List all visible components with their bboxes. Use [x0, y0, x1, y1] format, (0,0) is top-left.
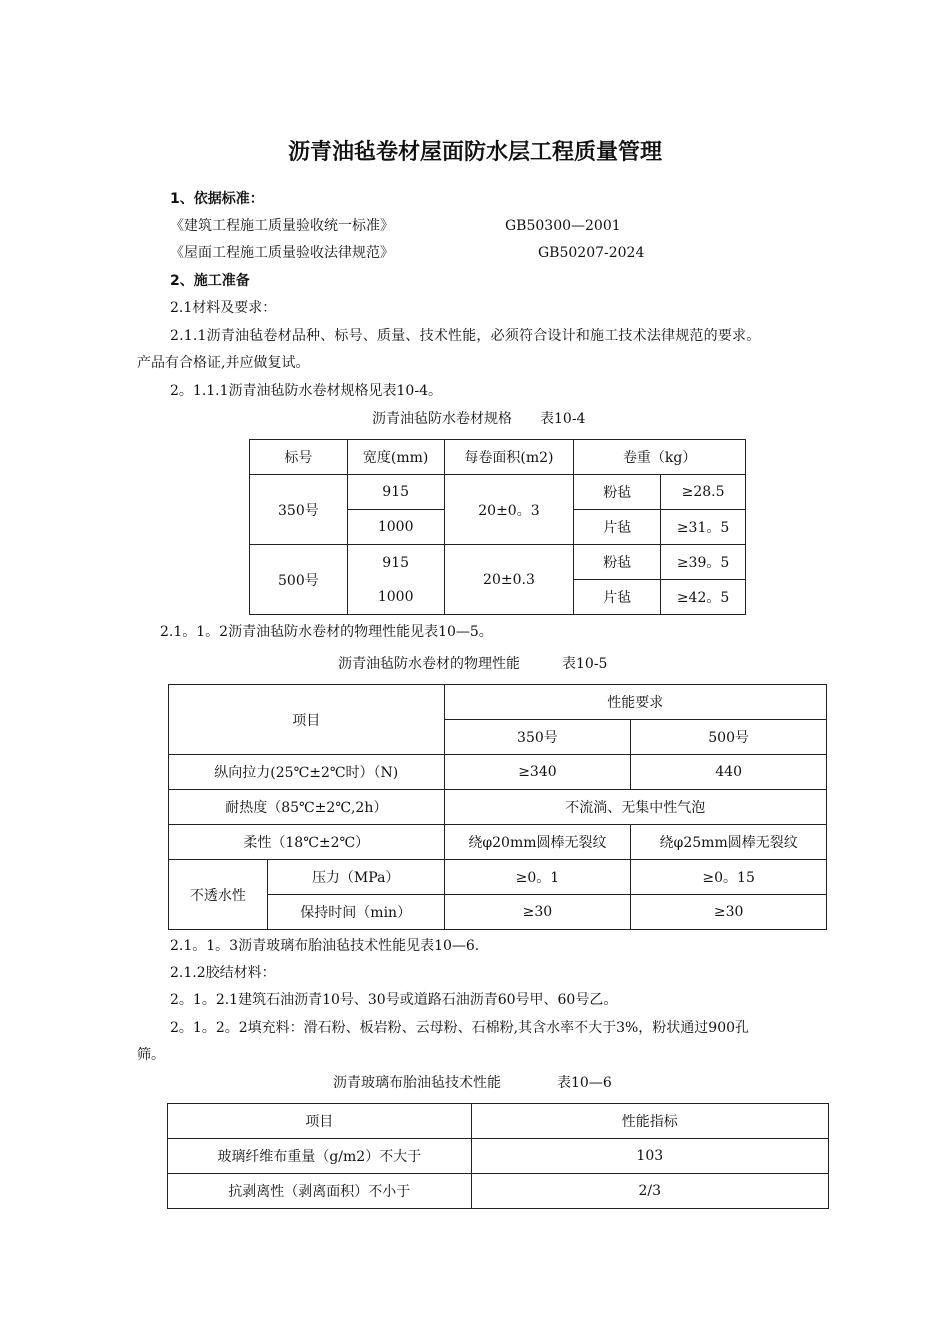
width-1000-500: 1000: [377, 588, 414, 605]
paragraph-2-1-1: 2.1.1沥青油毡卷材品种、标号、质量、技术性能，必须符合设计和施工技术法律规范的要求。: [170, 328, 761, 344]
width-915-500: 915: [382, 554, 410, 571]
performance-header: 性能要求: [444, 685, 826, 720]
widths-500: [347, 545, 444, 615]
pressure-350: ≥0。1: [444, 860, 631, 895]
paragraph-2-1-1-1: 2。1.1.1沥青油毡防水卷材规格见表10-4。: [170, 383, 442, 399]
header-width: 宽度(mm): [347, 440, 444, 475]
tension-label: 纵向拉力(25℃±2℃时）（N): [169, 755, 445, 790]
standard-name-1: 《建筑工程施工质量验收统一标准》: [170, 218, 394, 234]
physical-properties-table: [168, 684, 827, 930]
paragraph-2-1-1-3: 2.1。1。3沥青玻璃布胎油毡技术性能见表10—6.: [170, 938, 480, 954]
standard-code-2: GB50207-2024: [538, 245, 645, 261]
item-header: 项目: [169, 685, 445, 755]
table3-caption: 沥青玻璃布胎油毡技术性能 表10—6: [333, 1075, 612, 1091]
weight-flake-350: ≥31。5: [661, 510, 746, 545]
hold-time-500: ≥30: [631, 895, 827, 930]
heat-value: 不流淌、无集中性气泡: [444, 790, 826, 825]
header-weight: 卷重（kg）: [574, 440, 746, 475]
flex-500: 绕φ25mm圆棒无裂纹: [631, 825, 827, 860]
fiber-weight-value: 103: [471, 1139, 828, 1174]
grade-350: 350号: [250, 475, 348, 545]
spec-table: [249, 439, 746, 615]
paragraph-2-1: 2.1材料及要求：: [170, 300, 277, 316]
width-1000-350: 1000: [347, 510, 444, 545]
paragraph-2-1-2-2-cont: 筛。: [137, 1047, 165, 1063]
area-500: 20±0.3: [444, 545, 574, 615]
width-915-350: 915: [347, 475, 444, 510]
paragraph-2-1-1-2: 2.1。1。2沥青油毡防水卷材的物理性能见表10—5。: [160, 624, 493, 640]
tension-350: ≥340: [444, 755, 631, 790]
flex-label: 柔性（18℃±2℃）: [169, 825, 445, 860]
standard-code-1: GB50300—2001: [505, 218, 621, 234]
pressure-label: 压力（MPa）: [267, 860, 444, 895]
hold-time-350: ≥30: [444, 895, 631, 930]
weight-powder-500: ≥39。5: [661, 545, 746, 580]
type-flake-350: 片毡: [574, 510, 661, 545]
type-powder-500: 粉毡: [574, 545, 661, 580]
header-area: 每卷面积(m2): [444, 440, 574, 475]
paragraph-2-1-2-2: 2。1。2。2填充料：滑石粉、板岩粉、云母粉、石棉粉,其含水率不大于3%，粉状通过900孔: [170, 1020, 750, 1036]
section1-heading: 1、依据标准：: [170, 191, 264, 207]
hold-time-label: 保持时间（min）: [267, 895, 444, 930]
fiber-weight-label: 玻璃纤维布重量（g/m2）不大于: [168, 1139, 472, 1174]
col-350: 350号: [444, 720, 631, 755]
table2-caption: 沥青油毡防水卷材的物理性能 表10-5: [338, 656, 608, 672]
weight-flake-500: ≥42。5: [661, 580, 746, 615]
weight-powder-350: ≥28.5: [661, 475, 746, 510]
grade-500: 500号: [250, 545, 348, 615]
header-item: 项目: [168, 1104, 472, 1139]
table1-caption: 沥青油毡防水卷材规格 表10-4: [372, 411, 586, 427]
type-flake-500: 片毡: [574, 580, 661, 615]
paragraph-2-1-1-cont: 产品有合格证,并应做复试。: [137, 355, 310, 371]
peel-resistance-value: 2/3: [471, 1174, 828, 1209]
flex-350: 绕φ20mm圆棒无裂纹: [444, 825, 631, 860]
standard-name-2: 《屋面工程施工质量验收法律规范》: [170, 245, 394, 261]
pressure-500: ≥0。15: [631, 860, 827, 895]
col-500: 500号: [631, 720, 827, 755]
section2-heading: 2、施工准备: [170, 273, 250, 289]
peel-resistance-label: 抗剥离性（剥离面积）不小于: [168, 1174, 472, 1209]
type-powder-350: 粉毡: [574, 475, 661, 510]
impermeability-label: 不透水性: [169, 860, 268, 930]
header-grade: 标号: [250, 440, 348, 475]
paragraph-2-1-2-1: 2。1。2.1建筑石油沥青10号、30号或道路石油沥青60号甲、60号乙。: [170, 992, 618, 1008]
paragraph-2-1-2: 2.1.2胶结材料：: [170, 965, 276, 981]
glass-felt-table: [167, 1103, 829, 1209]
heat-label: 耐热度（85℃±2℃,2h）: [169, 790, 445, 825]
page-title: 沥青油毡卷材屋面防水层工程质量管理: [287, 140, 662, 165]
tension-500: 440: [631, 755, 827, 790]
area-350: 20±0。3: [444, 475, 574, 545]
header-index: 性能指标: [471, 1104, 828, 1139]
